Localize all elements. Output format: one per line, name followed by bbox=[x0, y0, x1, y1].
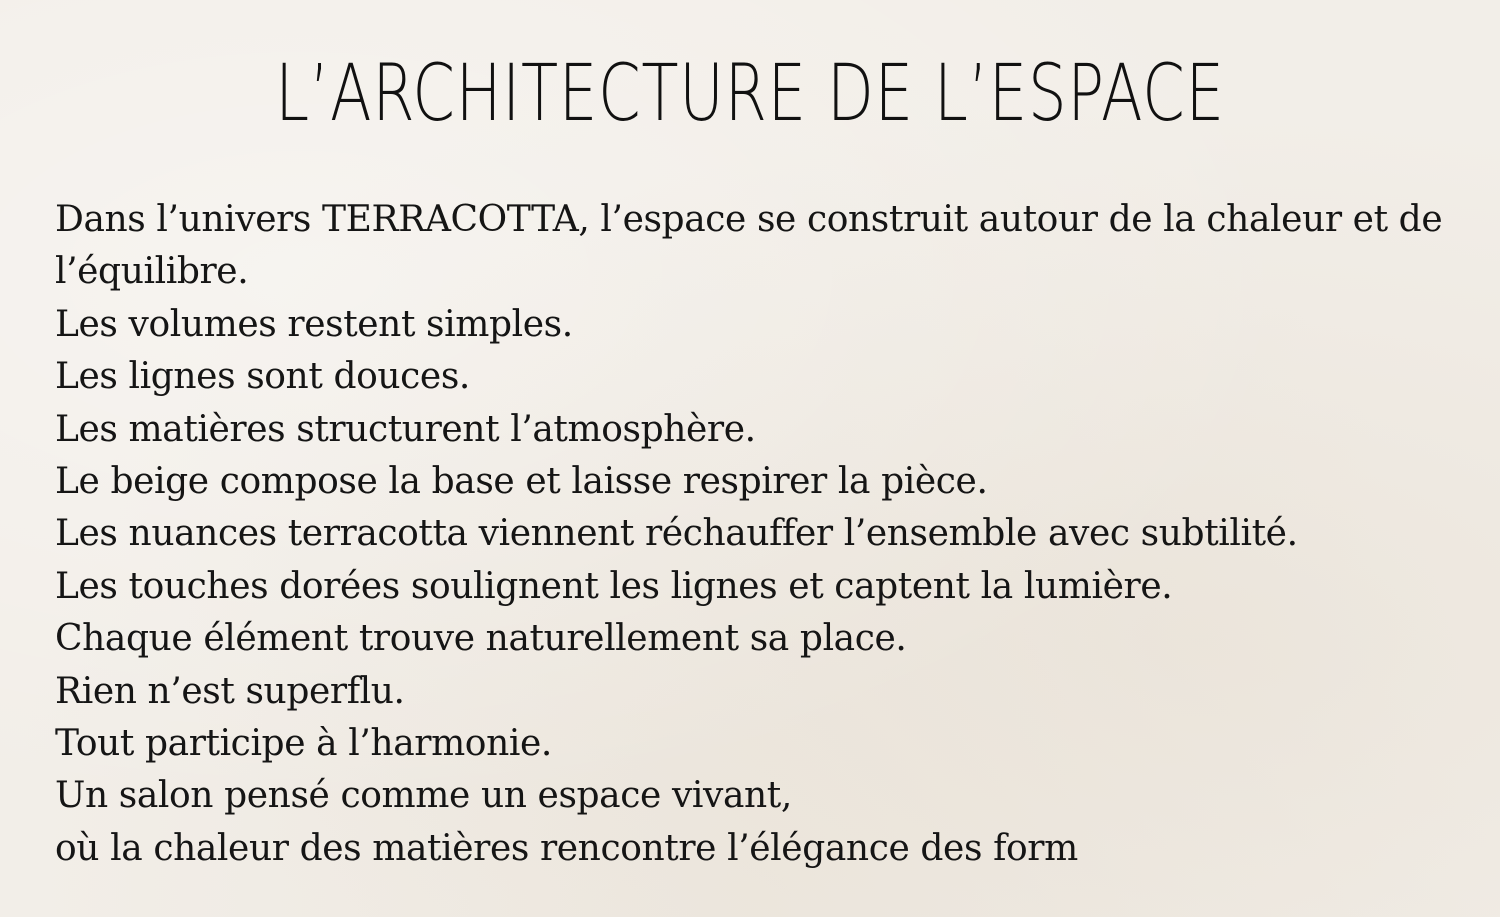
text-line: Tout participe à l’harmonie. bbox=[55, 722, 552, 764]
text-line: Les nuances terracotta viennent réchauffer l’ensemble avec subtilité. bbox=[55, 513, 1298, 555]
text-line: Un salon pensé comme un espace vivant, bbox=[55, 775, 792, 817]
text-line: Les volumes restent simples. bbox=[55, 303, 573, 345]
body-paragraph bbox=[55, 194, 1455, 875]
text-line: Les matières structurent l’atmosphère. bbox=[55, 408, 756, 450]
text-line: où la chaleur des matières rencontre l’élégance des form bbox=[55, 827, 1078, 869]
text-line: Le beige compose la base et laisse respirer la pièce. bbox=[55, 460, 988, 502]
text-line: l’équilibre. bbox=[55, 251, 249, 293]
text-line: Chaque élément trouve naturellement sa place. bbox=[55, 618, 907, 660]
text-line: Dans l’univers TERRACOTTA, l’espace se construit autour de la chaleur et de bbox=[55, 199, 1443, 240]
text-line: Rien n’est superflu. bbox=[55, 670, 405, 712]
page-title: L’ARCHITECTURE DE L’ESPACE bbox=[275, 49, 1225, 139]
text-line: Les touches dorées soulignent les lignes et captent la lumière. bbox=[55, 565, 1173, 607]
text-line: Les lignes sont douces. bbox=[55, 356, 470, 398]
